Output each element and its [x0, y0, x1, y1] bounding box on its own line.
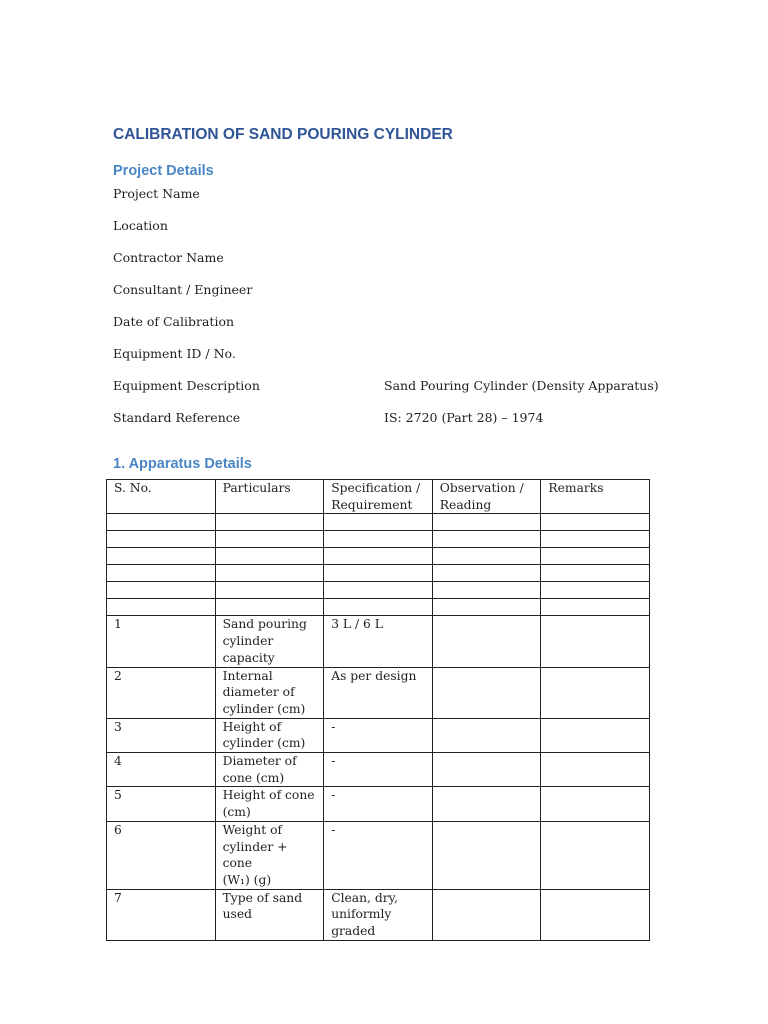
detail-row [113, 346, 673, 378]
detail-row [113, 250, 673, 282]
detail-row [113, 410, 673, 442]
table-cell-remarks [541, 889, 650, 940]
cell-text: 1 [114, 617, 122, 632]
table-body [107, 514, 650, 940]
table-row [107, 667, 650, 718]
table-cell-specification [324, 616, 433, 667]
table-cell [541, 582, 650, 599]
table-cell [432, 582, 541, 599]
table-cell [324, 548, 433, 565]
table-cell-sno [107, 616, 216, 667]
table-cell [541, 599, 650, 616]
cell-text: 2 [114, 668, 122, 683]
table-header-row [107, 480, 650, 514]
table-cell-observation [432, 753, 541, 787]
table-blank-row [107, 514, 650, 531]
detail-label: Date of Calibration [113, 314, 235, 329]
table-cell-observation [432, 821, 541, 889]
cell-text: 7 [114, 890, 122, 905]
table-cell [432, 565, 541, 582]
table-cell [107, 548, 216, 565]
detail-value: Sand Pouring Cylinder (Density Apparatus) [384, 378, 659, 393]
table-cell [432, 531, 541, 548]
table-cell-particulars [215, 667, 324, 718]
table-row [107, 787, 650, 821]
table-cell [541, 514, 650, 531]
table-cell [107, 582, 216, 599]
table-cell [541, 531, 650, 548]
table-row [107, 718, 650, 752]
cell-text: 3 [114, 719, 122, 734]
detail-label: Equipment ID / No. [113, 346, 236, 361]
cell-text: 4 [114, 754, 122, 769]
detail-row [113, 218, 673, 250]
table-cell-sno [107, 821, 216, 889]
cell-text: - [331, 754, 336, 769]
cell-text: - [331, 719, 336, 734]
apparatus-details-table [106, 479, 650, 941]
table-cell-remarks [541, 787, 650, 821]
table-cell-remarks [541, 667, 650, 718]
column-header-specification: Specification / Requirement [324, 480, 433, 514]
table-cell [432, 514, 541, 531]
cell-text: Internal diameter of cylinder (cm) [222, 668, 306, 716]
table-cell-particulars [215, 753, 324, 787]
cell-text: Height of cylinder (cm) [222, 719, 306, 751]
table-cell [324, 599, 433, 616]
table-cell-specification [324, 821, 433, 889]
table-row [107, 821, 650, 889]
column-header-observation: Observation / Reading [432, 480, 541, 514]
table-cell-observation [432, 889, 541, 940]
table-cell [215, 565, 324, 582]
cell-text: - [331, 822, 336, 837]
cell-text: Diameter of cone (cm) [222, 754, 297, 785]
table-blank-row [107, 531, 650, 548]
table-blank-row [107, 599, 650, 616]
table-cell-sno [107, 889, 216, 940]
table-cell-sno [107, 718, 216, 752]
detail-row [113, 378, 673, 410]
table-cell-observation [432, 787, 541, 821]
table-cell-sno [107, 787, 216, 821]
table-cell-particulars [215, 821, 324, 889]
table-cell [215, 531, 324, 548]
detail-row [113, 282, 673, 314]
table-cell-particulars [215, 787, 324, 821]
cell-text: Clean, dry, uniformly graded [331, 890, 398, 939]
table-cell-remarks [541, 753, 650, 787]
table-cell-specification [324, 718, 433, 752]
table-cell-specification [324, 667, 433, 718]
column-header-particulars: Particulars [215, 480, 324, 514]
table-row [107, 753, 650, 787]
table-cell [432, 548, 541, 565]
table-cell [432, 599, 541, 616]
table-cell-remarks [541, 718, 650, 752]
detail-label: Location [113, 218, 168, 233]
table-cell [324, 514, 433, 531]
cell-text: Weight of cylinder + cone (W₁) (g) [222, 822, 288, 887]
table-cell-specification [324, 889, 433, 940]
table-cell [541, 565, 650, 582]
table-cell [107, 531, 216, 548]
table-cell-remarks [541, 616, 650, 667]
cell-text: As per design [331, 668, 417, 683]
cell-text: - [331, 788, 336, 803]
table-cell-observation [432, 667, 541, 718]
table-cell-observation [432, 616, 541, 667]
table-cell [324, 531, 433, 548]
table-blank-row [107, 548, 650, 565]
cell-text: 5 [114, 788, 122, 803]
table-cell [215, 548, 324, 565]
detail-label: Standard Reference [113, 410, 241, 425]
table-blank-row [107, 565, 650, 582]
detail-label: Contractor Name [113, 250, 224, 265]
table-cell [107, 599, 216, 616]
table-cell-remarks [541, 821, 650, 889]
detail-row [113, 186, 673, 218]
column-header-remarks: Remarks [541, 480, 650, 514]
column-header-sno: S. No. [107, 480, 216, 514]
cell-text: 6 [114, 822, 122, 837]
document-title: CALIBRATION OF SAND POURING CYLINDER [113, 126, 453, 143]
table-cell [541, 548, 650, 565]
table-cell-specification [324, 787, 433, 821]
cell-text: 3 L / 6 L [331, 617, 383, 632]
table-cell-observation [432, 718, 541, 752]
table-cell-particulars [215, 889, 324, 940]
detail-value: IS: 2720 (Part 28) – 1974 [384, 410, 544, 425]
table-cell [324, 582, 433, 599]
table-cell [215, 514, 324, 531]
cell-text: Height of cone (cm) [222, 788, 315, 820]
table-row [107, 889, 650, 940]
table-cell [215, 582, 324, 599]
table-cell [215, 599, 324, 616]
detail-row [113, 314, 673, 346]
table-cell-sno [107, 667, 216, 718]
table-cell-particulars [215, 616, 324, 667]
detail-label: Consultant / Engineer [113, 282, 253, 297]
apparatus-details-heading: 1. Apparatus Details [113, 456, 252, 472]
project-details-heading: Project Details [113, 163, 214, 179]
table-cell [324, 565, 433, 582]
detail-label: Project Name [113, 186, 200, 201]
table-row [107, 616, 650, 667]
project-details-list [113, 186, 673, 442]
table-cell [107, 565, 216, 582]
table-cell-specification [324, 753, 433, 787]
cell-text: Type of sand used [222, 890, 303, 922]
cell-text: Sand pouring cylinder capacity [222, 617, 307, 665]
table-cell-particulars [215, 718, 324, 752]
detail-label: Equipment Description [113, 378, 260, 393]
table-blank-row [107, 582, 650, 599]
table-cell [107, 514, 216, 531]
table-cell-sno [107, 753, 216, 787]
